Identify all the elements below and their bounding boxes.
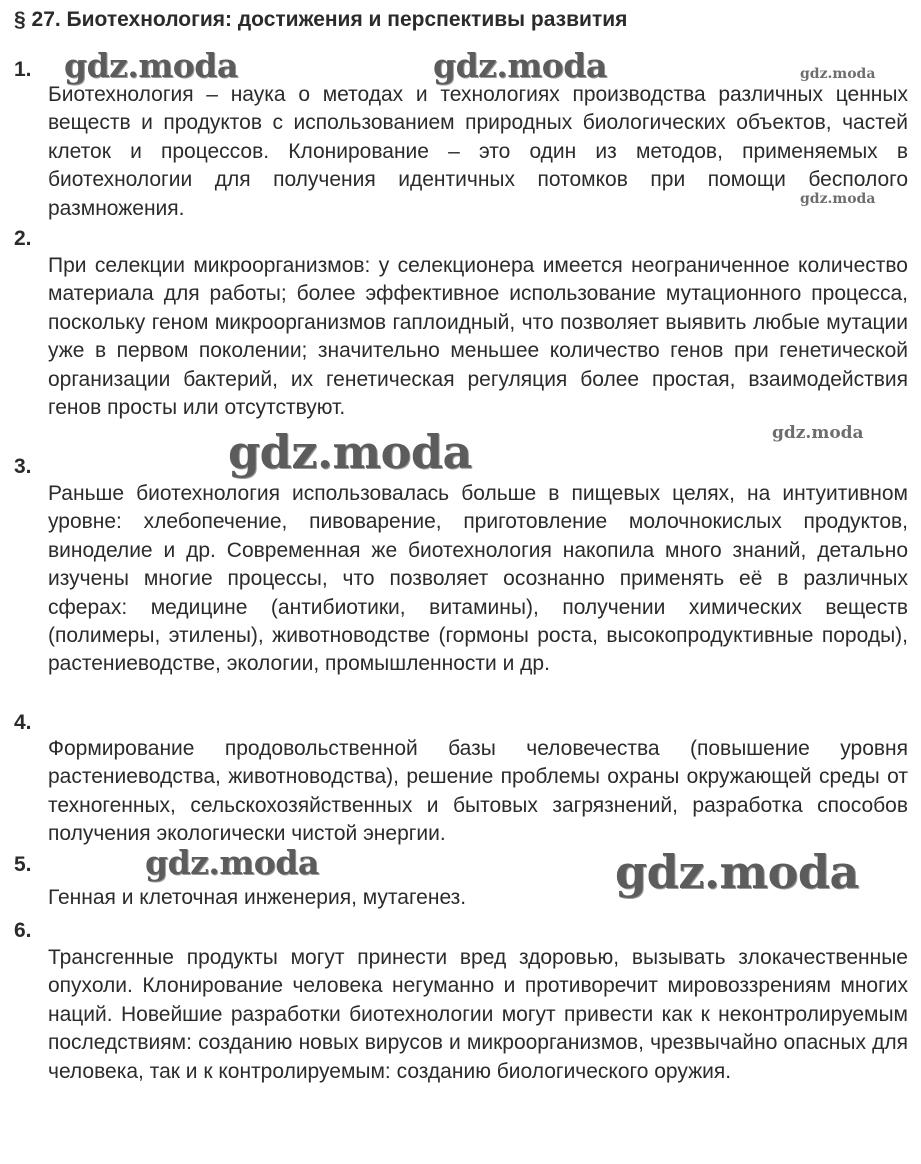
watermark-logo: gdz.moda [800, 66, 876, 82]
section-text-2: При селекции микроорганизмов: у селекционера имеется неограниченное количество материала для работы; более эффективное использование мутационного процесса, поскольку геном микроорганизмов гаплоидный, что позволяет выявить любые мутации уже в первом поколении; значительно меньшее количество генов при генетической организации бактерий, их генетическая регуляция более простая, взаимодействия генов просты или отсутствуют. [48, 254, 908, 420]
watermark-logo: gdz.moda [433, 46, 607, 85]
section-text-1: Биотехнология – наука о методах и технологиях производства различных ценных веществ и продуктов с использованием природных биологических объектов, частей клеток и процессов. Клонирование – это один из методов, применяемых в биотехнологии для получения идентичных потомков при помощи бесполого размножения. [48, 83, 908, 220]
section-text-3: Раньше биотехнология использовалась больше в пищевых целях, на интуитивном уровне: хлебопечение, пивоварение, приготовление молочнокислых продуктов, виноделие и др. Современная же биотехнология накопила много знаний, детально изучены многие процессы, что позволяет осознанно применять её в различных сферах: медицине (антибиотики, витамины), получении химических веществ (полимеры, этилены), животноводстве (гормоны роста, высокопродуктивные породы), растениеводстве, экологии, промышленности и др. [48, 482, 908, 676]
watermark-logo: gdz.moda [64, 46, 238, 85]
section-number-6: 6. [14, 919, 32, 942]
section-text-5: Генная и клеточная инженерия, мутагенез. [48, 886, 467, 909]
section-number-1: 1. [14, 58, 32, 81]
section-number-3: 3. [14, 455, 32, 478]
page-title: § 27. Биотехнология: достижения и перспективы развития [14, 8, 628, 31]
section-number-2: 2. [14, 227, 32, 250]
watermark-logo: gdz.moda [772, 423, 864, 443]
watermark-logo: gdz.moda [615, 845, 859, 899]
section-number-5: 5. [14, 853, 32, 876]
watermark-logo: gdz.moda [145, 843, 319, 882]
section-text-6: Трансгенные продукты могут принести вред здоровью, вызывать злокачественные опухоли. Клонирование человека негуманно и противоречит мировоззрениям многих наций. Новейшие разработки биотехнологии могут привести как к неконтролируемым последствиям: созданию новых вирусов и микроорганизмов, чрезвычайно опасных для человека, так и к контролируемым: созданию биологического оружия. [48, 946, 908, 1083]
section-number-4: 4. [14, 711, 32, 734]
section-text-4: Формирование продовольственной базы человечества (повышение уровня растениеводства, животноводства), решение проблемы охраны окружающей среды от техногенных, сельскохозяйственных и бытовых загрязнений, разработка способов получения экологически чистой энергии. [48, 737, 908, 846]
watermark-logo: gdz.moda [228, 425, 472, 479]
watermark-logo: gdz.moda [800, 191, 876, 207]
